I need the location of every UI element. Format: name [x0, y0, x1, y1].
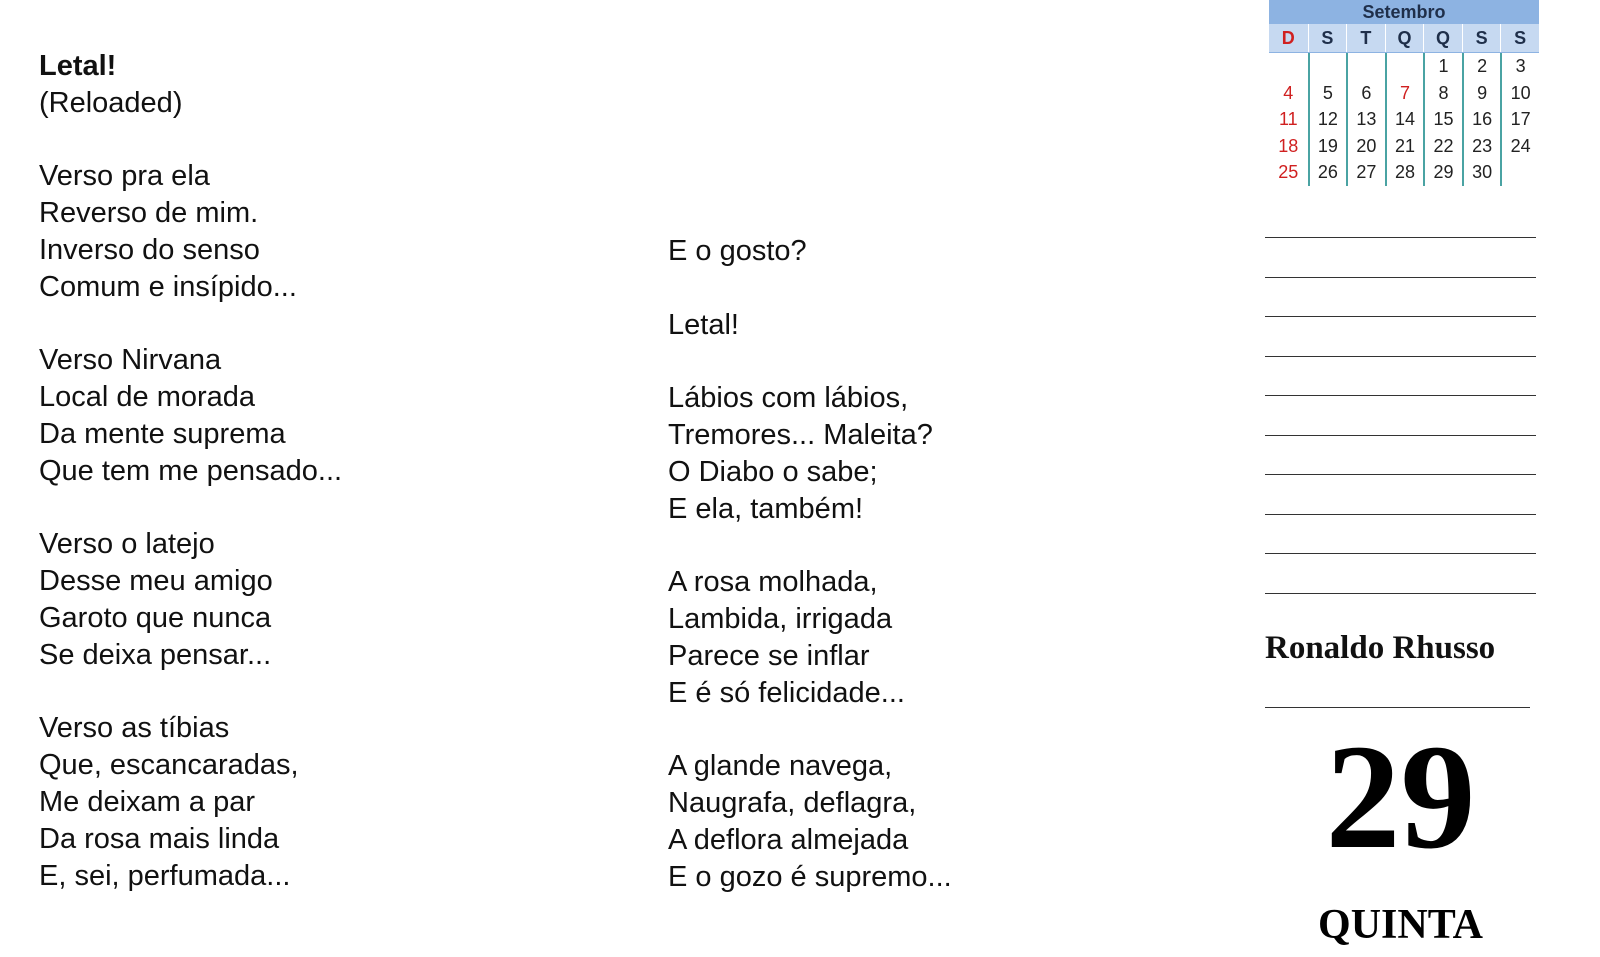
calendar-day-cell — [1269, 53, 1308, 80]
calendar-day-cell: 5 — [1308, 80, 1347, 107]
poem-line: Verso Nirvana — [39, 344, 222, 377]
calendar-day-cell: 25 — [1278, 162, 1299, 182]
calendar-day-cell: 14 — [1385, 106, 1424, 133]
poem-line: Inverso do senso — [39, 233, 260, 266]
note-line — [1265, 435, 1536, 436]
month-calendar — [1269, 0, 1539, 186]
poem-line: Local de morada — [39, 381, 256, 414]
calendar-weekday-label: Q — [1385, 24, 1424, 52]
poem-line: E é só felicidade... — [668, 676, 905, 709]
calendar-day-cell: 27 — [1346, 159, 1385, 186]
calendar-day-cell: 18 — [1278, 135, 1299, 156]
poem-line: E ela, também! — [668, 492, 864, 525]
note-line — [1265, 316, 1536, 317]
stanza-gap — [39, 674, 342, 711]
poem-subtitle: (Reloaded) — [39, 86, 183, 119]
stanza-gap — [39, 306, 342, 343]
weekday-name: QUINTA — [1318, 902, 1483, 948]
note-line — [1265, 553, 1536, 554]
stanza — [668, 233, 952, 270]
calendar-day-cell: 26 — [1308, 159, 1347, 186]
poem-line: A glande navega, — [668, 750, 893, 783]
author-name: Ronaldo Rhusso — [1265, 630, 1496, 666]
poem-line: Garoto que nunca — [39, 601, 272, 634]
calendar-day-cell: 4 — [1283, 82, 1294, 103]
stanza-gap — [668, 711, 952, 748]
calendar-day-cell: 21 — [1385, 133, 1424, 160]
poem-line: Naugrafa, deflagra, — [668, 786, 917, 819]
poem-line: Lábios com lábios, — [668, 382, 909, 415]
calendar-day-cell: 22 — [1423, 133, 1462, 160]
calendar-weekday-header — [1269, 24, 1539, 53]
poem-line: Se deixa pensar... — [39, 638, 272, 671]
note-line — [1265, 356, 1536, 357]
poem-line: Verso as tíbias — [39, 712, 230, 745]
poem-line: Letal! — [668, 308, 739, 341]
calendar-day-cell: 24 — [1500, 133, 1539, 160]
calendar-weekday-label: S — [1500, 24, 1539, 52]
calendar-day-cell: 15 — [1423, 106, 1462, 133]
stanza — [39, 710, 342, 894]
calendar-weekday-label: T — [1346, 24, 1385, 52]
stanza — [668, 564, 952, 711]
poem-right-column — [668, 233, 952, 895]
stanza-gap — [39, 122, 342, 159]
calendar-weekday-label: D — [1281, 28, 1295, 48]
left-stanzas — [39, 122, 342, 895]
calendar-day-cell: 16 — [1462, 106, 1501, 133]
calendar-day-cell — [1308, 53, 1347, 80]
stanza — [668, 307, 952, 344]
calendar-day-cell: 7 — [1385, 80, 1424, 107]
calendar-month-title: Setembro — [1269, 0, 1539, 24]
note-line — [1265, 395, 1536, 396]
calendar-day-cell: 28 — [1385, 159, 1424, 186]
poem-line: Reverso de mim. — [39, 197, 259, 230]
note-line — [1265, 514, 1536, 515]
poem-line: Da mente suprema — [39, 417, 286, 450]
poem-line: Comum e insípido... — [39, 270, 297, 303]
note-line — [1265, 593, 1536, 594]
author-divider — [1265, 707, 1530, 708]
calendar-day-cell: 6 — [1346, 80, 1385, 107]
stanza — [39, 158, 342, 305]
stanza — [668, 380, 952, 527]
poem-line: Desse meu amigo — [39, 565, 273, 598]
poem-line: A rosa molhada, — [668, 566, 878, 599]
stanza-gap — [668, 270, 952, 307]
stanza — [39, 526, 342, 673]
calendar-day-cell: 3 — [1500, 53, 1539, 80]
calendar-weekday-label: S — [1308, 24, 1347, 52]
poem-line: E o gosto? — [668, 235, 807, 267]
poem-line: Que tem me pensado... — [39, 454, 343, 487]
calendar-day-cell: 17 — [1500, 106, 1539, 133]
calendar-weekday-label: S — [1462, 24, 1501, 52]
calendar-day-cell: 9 — [1462, 80, 1501, 107]
calendar-day-cell: 8 — [1423, 80, 1462, 107]
calendar-weekday-label: Q — [1423, 24, 1462, 52]
calendar-day-cell: 29 — [1423, 159, 1462, 186]
poem-line: Tremores... Maleita? — [668, 418, 933, 451]
note-line — [1265, 277, 1536, 278]
calendar-day-cell: 11 — [1278, 109, 1298, 129]
poem-line: Verso pra ela — [39, 160, 210, 193]
stanza-gap — [39, 490, 342, 527]
stanza-gap — [668, 527, 952, 564]
calendar-day-cell: 20 — [1346, 133, 1385, 160]
poem-line: E o gozo é supremo... — [668, 860, 952, 893]
calendar-day-cell: 2 — [1462, 53, 1501, 80]
poem-line: E, sei, perfumada... — [39, 859, 291, 892]
note-line — [1265, 237, 1536, 238]
calendar-day-cell: 13 — [1346, 106, 1385, 133]
poem-line: Parece se inflar — [668, 639, 870, 672]
stanza — [39, 342, 342, 489]
poem-line: Lambida, irrigada — [668, 602, 893, 635]
calendar-day-cell: 23 — [1462, 133, 1501, 160]
poem-line: Me deixam a par — [39, 785, 255, 818]
stanza-gap — [668, 343, 952, 380]
stanza — [668, 748, 952, 895]
note-line — [1265, 474, 1536, 475]
poem-line: A deflora almejada — [668, 823, 909, 856]
poem-left-column — [39, 48, 342, 894]
calendar-day-cell: 19 — [1308, 133, 1347, 160]
poem-title: Letal! — [39, 50, 117, 82]
poem-line: Verso o latejo — [39, 528, 215, 561]
calendar-day-cell: 12 — [1308, 106, 1347, 133]
calendar-day-cell: 30 — [1462, 159, 1501, 186]
calendar-day-cell: 1 — [1423, 53, 1462, 80]
calendar-day-cell — [1346, 53, 1385, 80]
poem-line: Que, escancaradas, — [39, 749, 299, 782]
poem-line: O Diabo o sabe; — [668, 455, 878, 488]
poem-line: Da rosa mais linda — [39, 822, 280, 855]
calendar-day-cell — [1385, 53, 1424, 80]
calendar-day-grid — [1269, 53, 1539, 186]
right-stanzas — [668, 233, 952, 895]
day-number: 29 — [1325, 714, 1476, 880]
calendar-day-cell: 10 — [1500, 80, 1539, 107]
calendar-day-cell — [1500, 159, 1539, 186]
